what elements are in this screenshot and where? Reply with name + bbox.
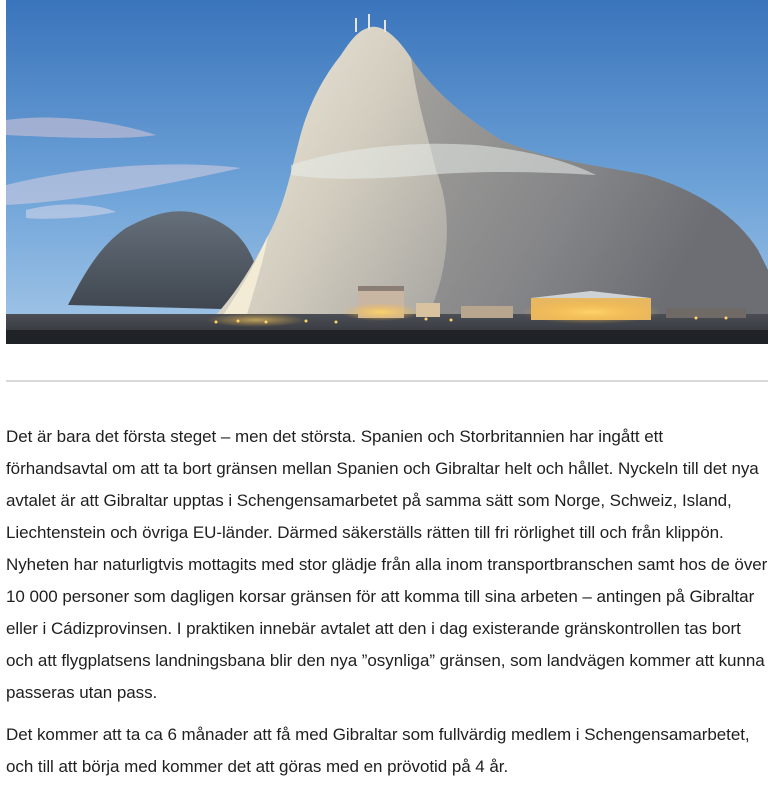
hero-image (6, 0, 768, 344)
article-body (6, 421, 768, 783)
article-paragraph-1: Det är bara det första steget – men det största. Spanien och Storbritannien har ingått ett förhandsavtal om att ta bort gränsen mellan Spanien och Gibraltar helt och hållet. Nyckeln till det nya avtalet är att Gibraltar upptas i Schengensamarbetet på samma sätt som Norge, Schweiz, Island, Liechtenstein och övriga EU-länder. Därmed säkerställs rätten till fri rörlighet till och från klippön. Nyheten har naturligtvis mottagits med stor glädje från alla inom transportbranschen samt hos de över 10 000 personer som dagligen korsar gränsen för att komma till sina arbeten – antingen på Gibraltar eller i Cádizprovinsen. I praktiken innebär avtalet att den i dag existerande gränskontrollen tas bort och att flygplatsens landningsbana blir den nya ”osynliga” gränsen, som landvägen kommer att kunna passeras utan pass. (6, 427, 768, 702)
section-divider (6, 380, 768, 382)
article-paragraph-2: Det kommer att ta ca 6 månader att få med Gibraltar som fullvärdig medlem i Schengensamarbetet, och till att börja med kommer det att göras med en prövotid på 4 år. (6, 725, 750, 776)
gibraltar-rock-illustration (6, 0, 768, 344)
